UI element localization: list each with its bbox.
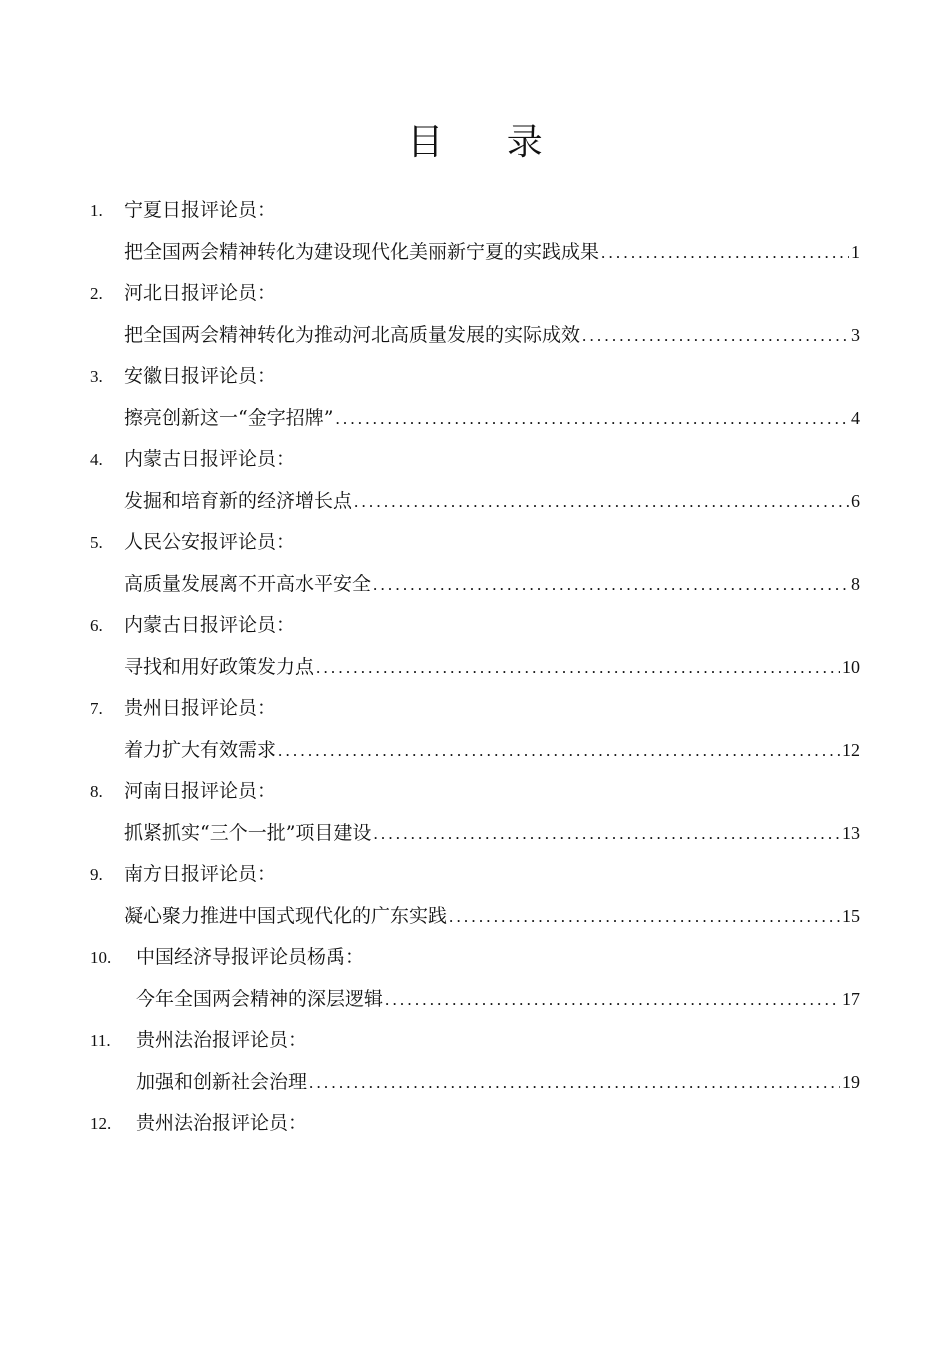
toc-page-number: 19 [842,1071,860,1092]
toc-entry-source [90,441,860,483]
toc-entry-number: 4. [90,450,103,469]
toc-entry-headline: 高质量发展离不开高水平安全 [124,572,372,595]
toc-entry-source [90,524,860,566]
toc-entry-link[interactable] [90,898,860,940]
toc-entry-source [90,1105,860,1147]
toc-entry-number: 9. [90,865,103,884]
toc-entry-number: 11. [90,1031,111,1050]
dot-leader [373,567,849,603]
toc-entry-link[interactable] [90,815,860,857]
toc-entry-link[interactable] [90,981,860,1023]
toc-entry-source-text: 贵州法治报评论员： [136,1112,308,1134]
toc-entry-source-text: 宁夏日报评论员： [124,199,277,221]
toc-page-number: 8 [851,573,860,594]
toc-entry-link[interactable] [90,400,860,442]
toc-entry-headline: 寻找和用好政策发力点 [124,655,315,678]
toc-entry-number: 12. [90,1114,112,1133]
toc-entry-number: 1. [90,201,103,220]
toc-entry-source-text: 贵州法治报评论员： [136,1029,308,1051]
toc-entry-number: 8. [90,782,103,801]
toc-entry-source-text: 河南日报评论员： [124,780,277,802]
toc-entry-source [90,192,860,234]
toc-page-number: 17 [842,988,860,1009]
toc-page-number: 6 [851,490,860,511]
page-title: 目 录 [407,122,569,163]
dot-leader [316,650,840,686]
toc-entry-source [90,607,860,649]
toc-entry-headline: 把全国两会精神转化为推动河北高质量发展的实际成效 [124,323,581,346]
dot-leader [335,401,849,437]
toc-entry-source [90,939,860,981]
toc-entry-source-text: 中国经济导报评论员杨禹： [136,946,365,968]
toc-entry-number: 7. [90,699,103,718]
toc-entry-headline: 着力扩大有效需求 [124,738,277,761]
toc-entry-headline: 发掘和培育新的经济增长点 [124,489,353,512]
toc-entry-source [90,275,860,317]
toc-entry-link[interactable] [90,732,860,774]
toc-entry-number: 3. [90,367,103,386]
dot-leader [385,982,840,1018]
toc-entry-headline: 抓紧抓实“三个一批”项目建设 [124,821,372,844]
toc-entry-link[interactable] [90,317,860,359]
table-of-contents [90,192,860,1147]
dot-leader [309,1065,840,1101]
toc-entry-number: 2. [90,284,103,303]
toc-entry-headline: 加强和创新社会治理 [136,1070,308,1093]
dot-leader [601,235,849,271]
toc-entry-source [90,773,860,815]
toc-page-number: 13 [842,822,860,843]
toc-entry-source [90,856,860,898]
toc-entry-link[interactable] [90,234,860,276]
dot-leader [354,484,849,520]
toc-entry-source-text: 贵州日报评论员： [124,697,277,719]
toc-page-number: 1 [851,241,860,262]
toc-entry-source [90,1022,860,1064]
toc-entry-headline: 擦亮创新这一“金字招牌” [124,406,334,429]
toc-page-number: 15 [842,905,860,926]
toc-page-number: 10 [842,656,860,677]
toc-entry-headline: 凝心聚力推进中国式现代化的广东实践 [124,904,448,927]
toc-entry-link[interactable] [90,649,860,691]
dot-leader [582,318,849,354]
dot-leader [449,899,840,935]
toc-entry-source-text: 河北日报评论员： [124,282,277,304]
toc-entry-source-text: 人民公安报评论员： [124,531,296,553]
dot-leader [373,816,840,852]
toc-page-number: 12 [842,739,860,760]
toc-entry-number: 6. [90,616,103,635]
toc-entry-source-text: 内蒙古日报评论员： [124,614,296,636]
toc-entry-link[interactable] [90,1064,860,1106]
toc-entry-link[interactable] [90,483,860,525]
toc-entry-source [90,690,860,732]
toc-entry-source-text: 南方日报评论员： [124,863,277,885]
toc-page-number: 4 [851,407,860,428]
toc-entry-source-text: 安徽日报评论员： [124,365,277,387]
toc-entry-source [90,358,860,400]
toc-entry-number: 5. [90,533,103,552]
toc-entry-headline: 把全国两会精神转化为建设现代化美丽新宁夏的实践成果 [124,240,600,263]
toc-entry-source-text: 内蒙古日报评论员： [124,448,296,470]
toc-entry-link[interactable] [90,566,860,608]
toc-entry-headline: 今年全国两会精神的深层逻辑 [136,987,384,1010]
toc-page-number: 3 [851,324,860,345]
toc-entry-number: 10. [90,948,112,967]
dot-leader [278,733,840,769]
